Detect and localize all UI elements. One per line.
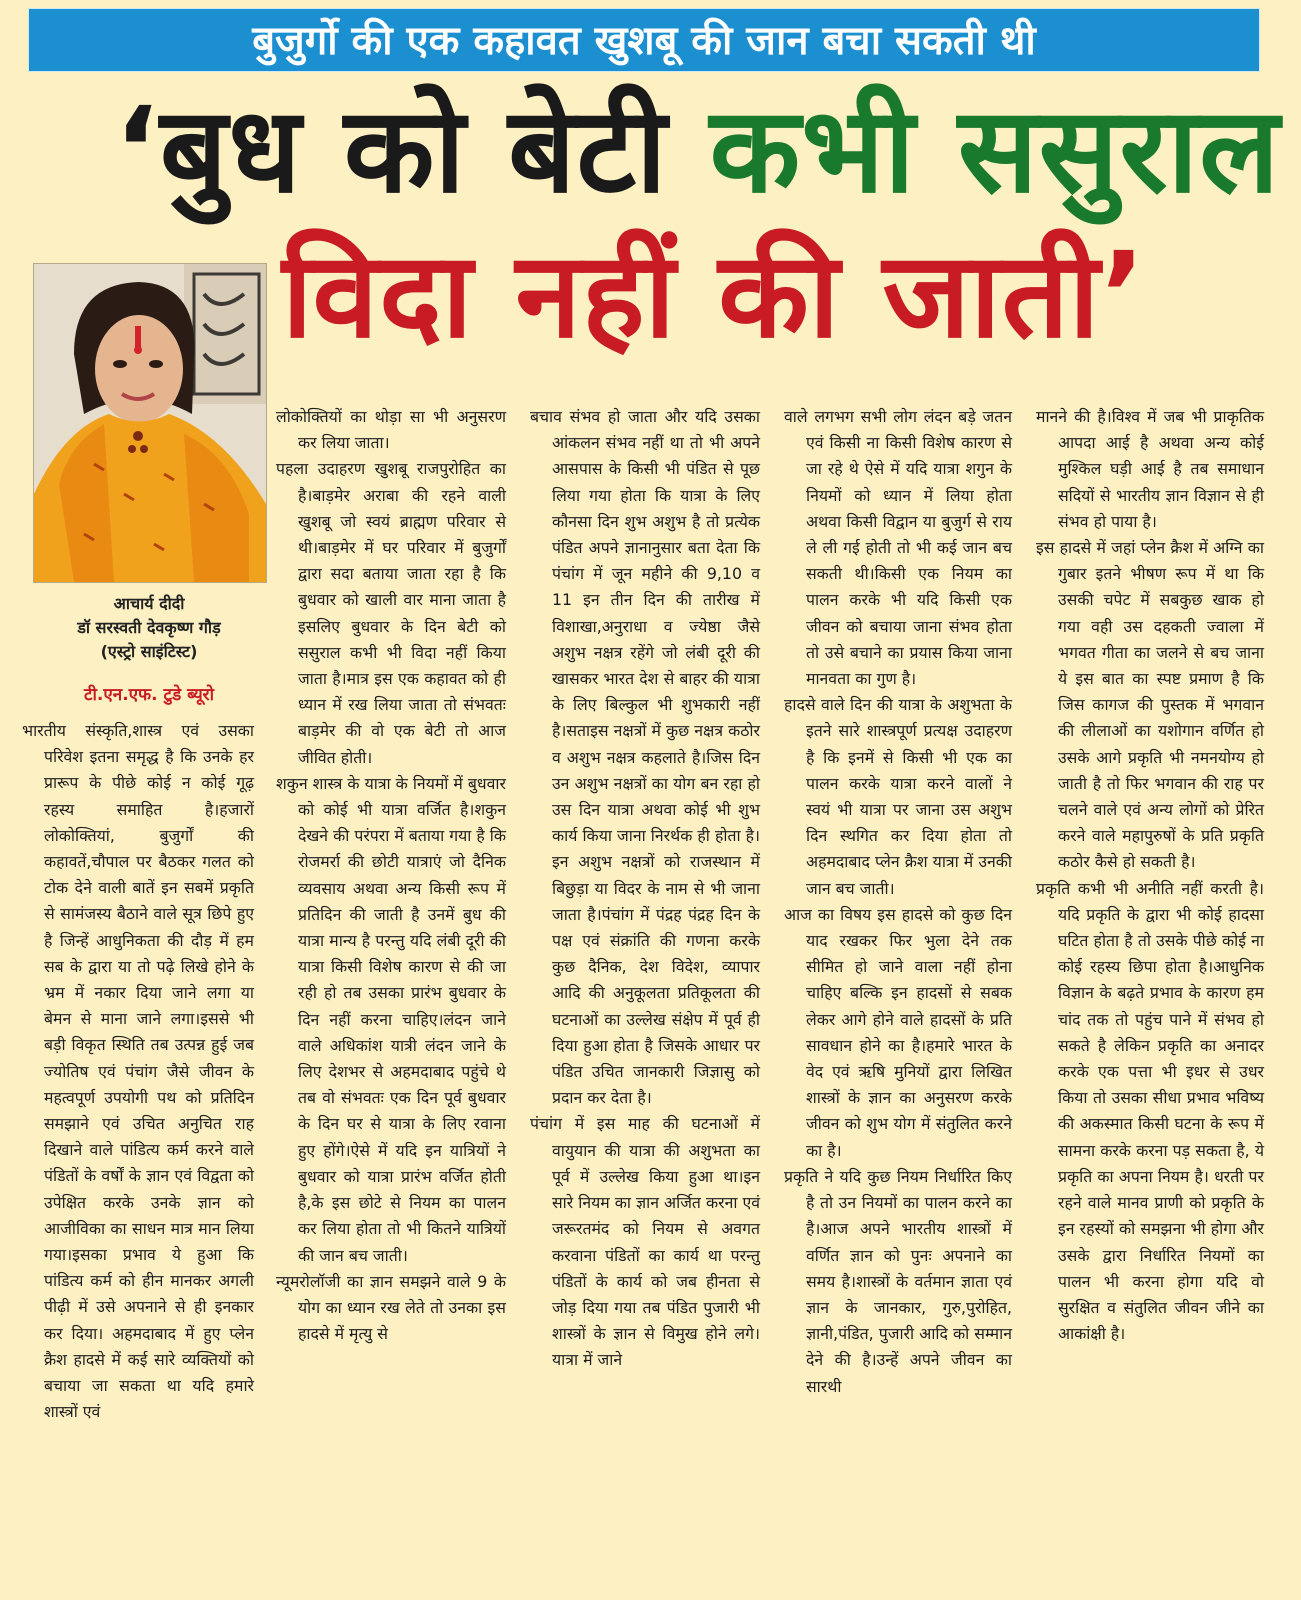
article-column-1	[22, 718, 254, 1425]
headline-line-2: विदा नहीं की जाती’	[282, 226, 1147, 364]
paragraph: शकुन शास्त्र के यात्रा के नियमों में बुधवार को कोई भी यात्रा वर्जित है।शकुन देखने की परंपरा में बताया गया है कि रोजमर्रा की छोटी यात्राएं जो दैनिक व्यवसाय अथवा अन्य किसी रूप में प्रतिदिन की जाती है उनमें बुध की यात्रा मान्य है परन्तु यदि लंबी दूरी की यात्रा किसी विशेष कारण से की जा रही हो तब उसका प्रारंभ बुधवार के दिन नहीं करना चाहिए।लंदन जाने वाले अधिकांश यात्री लंदन जाने के लिए देशभर से अहमदाबाद पहुंचे थे तब वो संभवतः एक दिन पूर्व बुधवार के दिन घर से यात्रा के लिए रवाना हुए होंगे।ऐसे में यदि इन यात्रियों ने बुधवार को यात्रा प्रारंभ वर्जित होती है,के इस छोटे से नियम का पालन कर लिया होता तो भी कितने यात्रियों की जान बच जाती।	[276, 773, 506, 1265]
bureau-credit: टी.एन.एफ. टुडे ब्यूरो	[83, 685, 215, 705]
author-title: (एस्ट्रो साइंटिस्ट)	[100, 642, 198, 661]
author-name-line-2: डॉ सरस्वती देवकृष्ण गौड़	[77, 618, 221, 637]
top-banner: बुजुर्गो की एक कहावत खुशबू की जान बचा सकती थी	[28, 8, 1260, 72]
paragraph: भारतीय संस्कृति,शास्त्र एवं उसका परिवेश इतना समृद्ध है कि उनके हर प्रारूप के पीछे कोई न कोई गूढ़ रहस्य समाहित है।हजारों लोकोक्तियां, बुजुर्गों की कहावतें,चौपाल पर बैठकर गलत को टोक देने वाली बातें इन सबमें प्रकृति से सामंजस्य बैठाने वाले सूत्र छिपे हुए है जिन्हें आधुनिकता की दौड़ में हम सब के द्वारा या तो पढ़े लिखे होने के भ्रम में नकार दिया जाने लगा या बेमन से माना जाने लगा।इससे भी बड़ी विकृत स्थिति तब उत्पन्न हुई जब ज्योतिष एवं पंचांग जैसे जीवन के महत्वपूर्ण उपयोगी पथ को प्रतिदिन समझाने एवं उचित अनुचित राह दिखाने वाले पांडित्य कर्म करने वाले पंडितों के वर्षों के ज्ञान एवं विद्वता को उपेक्षित करके उनके ज्ञान को आजीविका का साधन मात्र मान लिया गया।इसका प्रभाव ये हुआ कि पांडित्य कर्म को हीन मानकर अगली पीढ़ी में उसे अपनाने से ही इनकार कर दिया। अहमदाबाद में हुए प्लेन क्रैश हादसे में कई सारे व्यक्तियों को बचाया जा सकता था यदि हमारे शास्त्रों एवं	[22, 721, 254, 1422]
paragraph: प्रकृति कभी भी अनीति नहीं करती है।यदि प्रकृति के द्वारा भी कोई हादसा घटित होता है तो उसके पीछे कोई ना कोई रहस्य छिपा होता है।आधुनिक विज्ञान के बढ़ते प्रभाव के कारण हम चांद तक तो पहुंच पाने में संभव हो सकते है लेकिन प्रकृति का अनादर करके एक पत्ता भी इधर से उधर किया तो उसका सीधा प्रभाव भविष्य की अकस्मात किसी घटना के रूप में सामना करके करना पड़ सकता है, ये प्रकृति का अपना नियम है। धरती पर रहने वाले मानव प्राणी को प्रकृति के इन रहस्यों को समझना भी होगा और उसके द्वारा निर्धारित नियमों का पालन भी करना होगा यदि वो सुरक्षित व संतुलित जीवन जीने का आकांक्षी है।	[1036, 878, 1264, 1344]
article-column-5	[1036, 404, 1264, 1347]
headline-line-1	[28, 82, 1280, 218]
paragraph: बचाव संभव हो जाता और यदि उसका आंकलन संभव नहीं था तो भी अपने आसपास के किसी भी पंडित से पूछ लिया गया होता कि यात्रा के लिए कौनसा दिन शुभ अशुभ है तो प्रत्येक पंडित अपने ज्ञानानुसार बता देता कि पंचांग में जून महीने की 9,10 व 11 इन तीन दिन की तारीख में विशाखा,अनुराधा व ज्येष्ठा जैसे अशुभ नक्षत्र रहेंगे जो लंबी दूरी की खासकर भारत देश से बाहर की यात्रा के लिए बिल्कुल भी शुभकारी नहीं है।सताइस नक्षत्रों में कुछ नक्षत्र कठोर व अशुभ नक्षत्र कहलाते है।जिस दिन उन अशुभ नक्षत्रों का योग बन रहा हो उस दिन यात्रा अथवा कोई भी शुभ कार्य किया जाना निरर्थक ही होता है।इन अशुभ नक्षत्रों को राजस्थान में बिछुड़ा या विदर के नाम से भी जाना जाता है।पंचांग में पंद्रह पंद्रह दिन के पक्ष एवं संक्रांति की गणना करके कुछ दैनिक, देश विदेश, व्यापार आदि की अनुकूलता प्रतिकूलता की घटनाओं का उल्लेख संक्षेप में पूर्व ही दिया हुआ होता है जिसके आधार पर पंडित उचित जानकारी जिज्ञासु को प्रदान कर देता है।	[530, 407, 760, 1108]
paragraph: मानने की है।विश्व में जब भी प्राकृतिक आपदा आई है अथवा अन्य कोई मुश्किल घड़ी आई है तब समाधान सदियों से भारतीय ज्ञान विज्ञान से ही संभव हो पाया है।	[1036, 407, 1264, 531]
paragraph: न्यूमरोलॉजी का ज्ञान समझने वाले 9 के योग का ध्यान रख लेते तो उनका इस हादसे में मृत्यु से	[276, 1271, 506, 1344]
author-portrait-icon	[34, 264, 266, 582]
paragraph: लोकोक्तियों का थोड़ा सा भी अनुसरण कर लिया जाता।	[276, 407, 506, 453]
paragraph: पंचांग में इस माह की घटनाओं में वायुयान की यात्रा की अशुभता का पूर्व में उल्लेख किया हुआ था।इन सारे नियम का ज्ञान अर्जित करना एवं जरूरतमंद को नियम से अवगत करवाना पंडितों का कार्य था परन्तु पंडितों के कार्य को जब हीनता से जोड़ दिया गया तब पंडित पुजारी भी शास्त्रों के ज्ञान से विमुख होने लगे। यात्रा में जाने	[530, 1114, 760, 1370]
headline-black-part: ‘बुध को बेटी	[114, 81, 668, 219]
headline-green-part: कभी ससुराल	[709, 81, 1281, 219]
article-column-3	[530, 404, 760, 1374]
article-column-2	[276, 404, 506, 1347]
paragraph: इस हादसे में जहां प्लेन क्रैश में अग्नि का गुबार इतने भीषण रूप में था कि उसकी चपेट में सबकुछ खाक हो गया वही उस दहकती ज्वाला में भगवत गीता का जलने से बच जाना ये इस बात का स्पष्ट प्रमाण है कि जिस कागज की पुस्तक में भगवान की लीलाओं का यशोगान वर्णित हो उसके आगे प्रकृति भी नमनयोग्य हो जाती है तो फिर भगवान की राह पर चलने वाले एवं अन्य लोगों को प्रेरित करने वाले महापुरुषों के प्रति प्रकृति कठोर कैसे हो सकती है।	[1036, 538, 1264, 872]
paragraph: प्रकृति ने यदि कुछ नियम निर्धारित किए है तो उन नियमों का पालन करने का है।आज अपने भारतीय शास्त्रों में वर्णित ज्ञान को पुनः अपनाने का समय है।शास्त्रों के वर्तमान ज्ञाता एवं ज्ञान के जानकार, गुरु,पुरोहित, ज्ञानी,पंडित, पुजारी आदि को सम्मान देने की है।उन्हें अपने जीवन का सारथी	[784, 1166, 1012, 1396]
author-portrait	[33, 263, 267, 583]
paragraph: वाले लगभग सभी लोग लंदन बड़े जतन एवं किसी ना किसी विशेष कारण से जा रहे थे ऐसे में यदि यात्रा शगुन के नियमों को ध्यान में लिया होता अथवा किसी विद्वान या बुजुर्ग से राय ले ली गई होती तो भी कई जान बच सकती थी।किसी एक नियम का पालन करके भी यदि किसी एक जीवन को बचाया जाना संभव होता तो उसे बचाने का प्रयास किया जाना मानवता का गुण है।	[784, 407, 1012, 689]
author-name-line-1: आचार्य दीदी	[113, 594, 185, 613]
paragraph: पहला उदाहरण खुशबू राजपुरोहित का है।बाड़मेर अराबा की रहने वाली खुशबू जो स्वयं ब्राह्मण परिवार से थी।बाड़मेर में घर परिवार में बुजुर्गों द्वारा सदा बताया जाता रहा है कि बुधवार को खाली वार माना जाता है इसलिए बुधवार के दिन बेटी को ससुराल कभी भी विदा नहीं किया जाता है।मात्र इस एक कहावत को ही ध्यान में रख लिया जाता तो संभवतः बाड़मेर की वो एक बेटी तो आज जीवित होती।	[276, 459, 506, 767]
article-column-4	[784, 404, 1012, 1400]
paragraph: हादसे वाले दिन की यात्रा के अशुभता के इतने सारे शास्त्रपूर्ण प्रत्यक्ष उदाहरण है कि इनमें से किसी भी एक का पालन करके यात्रा करने वालों ने स्वयं भी यात्रा पर जाना उस अशुभ दिन स्थगित कर दिया होता तो अहमदाबाद प्लेन क्रैश यात्रा में उनकी जान बच जाती।	[784, 695, 1012, 898]
paragraph: आज का विषय इस हादसे को कुछ दिन याद रखकर फिर भुला देने तक सीमित हो जाने वाला नहीं होना चाहिए बल्कि इन हादसों से सबक लेकर आगे होने वाले हादसों के प्रति सावधान होने का है।हमारे भारत के वेद एवं ऋषि मुनियों द्वारा लिखित शास्त्रों के ज्ञान का अनुसरण करके जीवन को शुभ योग में संतुलित करने का है।	[784, 904, 1012, 1160]
